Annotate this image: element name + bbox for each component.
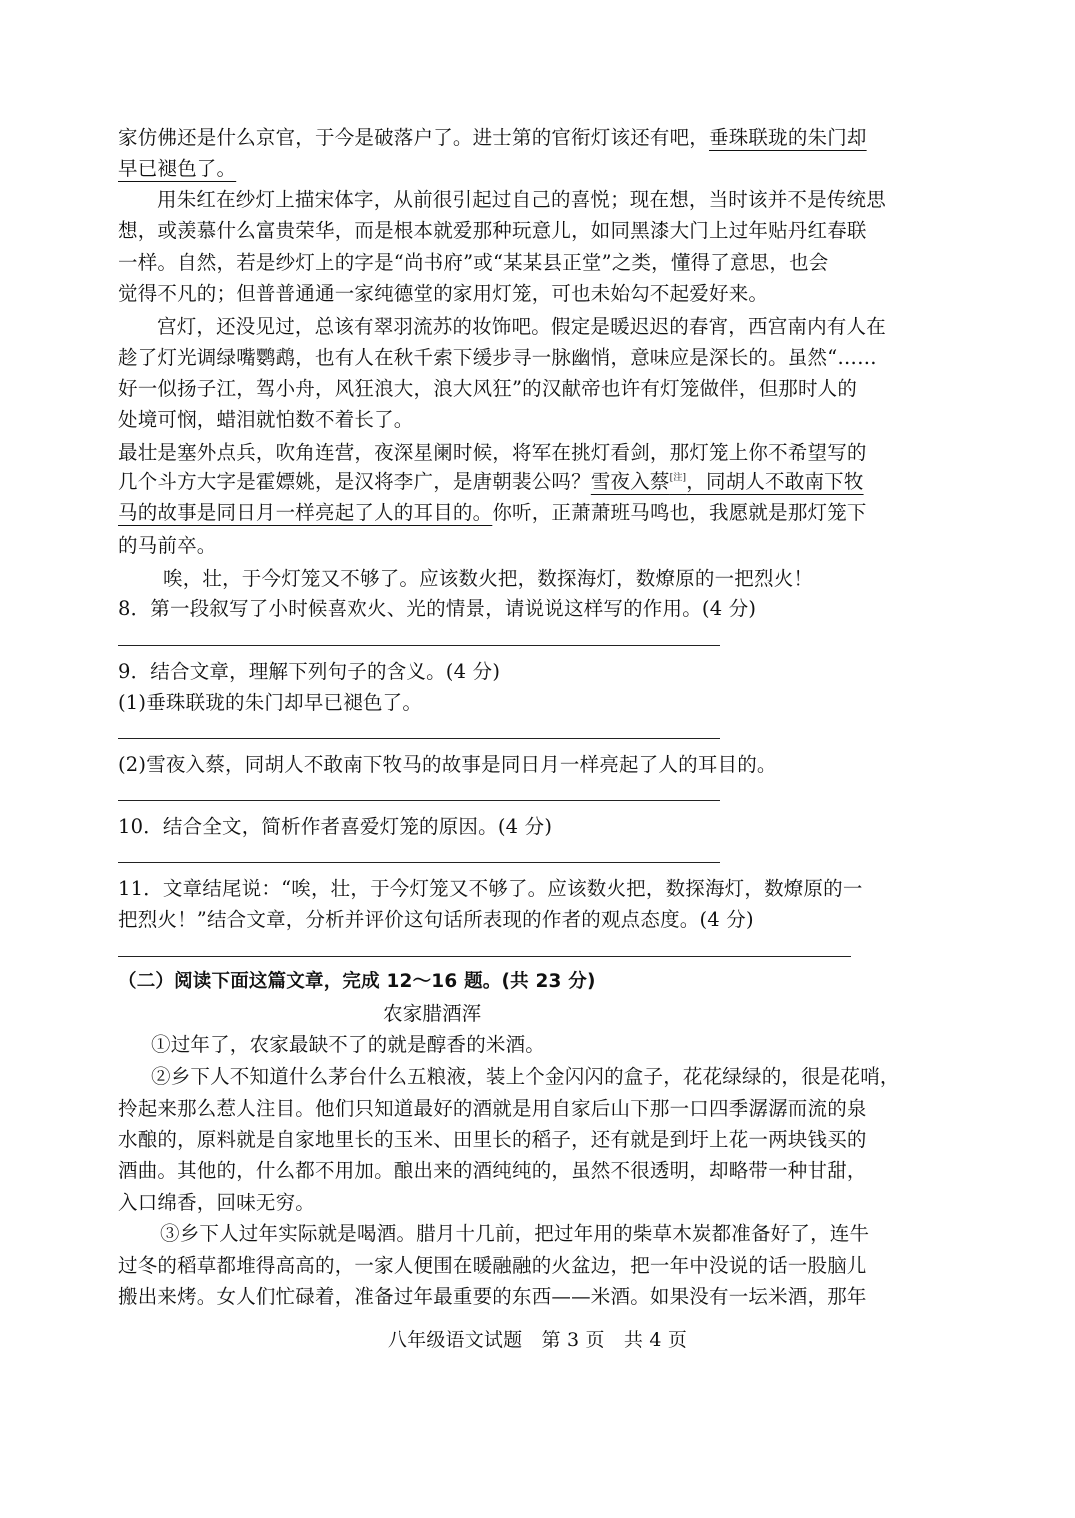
- passage-line: 处境可悯，蜡泪就怕数不着长了。: [118, 408, 414, 431]
- passage-line: 用朱红在纱灯上描宋体字，从前很引起过自己的喜悦；现在想，当时该并不是传统思: [157, 188, 886, 211]
- paragraph-2-line: 酒曲。其他的，什么都不用加。酿出来的酒纯纯的，虽然不很透明，却略带一种甘甜，: [118, 1159, 867, 1182]
- answer-line[interactable]: [118, 956, 851, 957]
- passage-line: [118, 466, 864, 494]
- passage-line: 的马前卒。: [118, 534, 217, 557]
- answer-line[interactable]: [118, 862, 720, 863]
- question-8: 8．第一段叙写了小时候喜欢火、光的情景，请说说这样写的作用。(4 分): [118, 597, 757, 620]
- paragraph-2-line: 入口绵香，回味无穷。: [118, 1191, 316, 1214]
- question-11-cont: 把烈火！”结合文章，分析并评价这句话所表现的作者的观点态度。(4 分): [118, 908, 754, 931]
- passage-line: 想，或羡慕什么富贵荣华，而是根本就爱那种玩意儿，如同黑漆大门上过年贴丹红春联: [118, 219, 867, 242]
- page-footer: 八年级语文试题 第 3 页 共 4 页: [387, 1329, 688, 1351]
- passage-line: [118, 122, 867, 150]
- paragraph-2-line: 水酿的，原料就是自家地里长的玉米、田里长的稻子，还有就是到圩上花一两块钱买的: [118, 1128, 867, 1151]
- text: 家仿佛还是什么京官，于今是破落户了。进士第的官衔灯该还有吧，: [118, 126, 710, 149]
- paragraph-3-line: 搬出来烤。女人们忙碌着，准备过年最重要的东西——米酒。如果没有一坛米酒，那年: [118, 1285, 867, 1308]
- text: 你听，正萧萧班马鸣也，我愿就是那灯笼下: [492, 501, 867, 524]
- question-10: 10．结合全文，简析作者喜爱灯笼的原因。(4 分): [118, 815, 553, 838]
- passage-line: 趁了灯光调绿嘴鹦鹉，也有人在秋千索下缓步寻一脉幽悄，意味应是深长的。虽然“……: [118, 346, 877, 369]
- text: 雪夜入蔡: [590, 470, 670, 493]
- section-heading: （二）阅读下面这篇文章，完成 12～16 题。(共 23 分): [118, 971, 596, 992]
- question-9: 9．结合文章，理解下列句子的含义。(4 分): [118, 660, 501, 683]
- answer-line[interactable]: [118, 738, 720, 739]
- question-9-1: (1)垂珠联珑的朱门却早已褪色了。: [118, 691, 423, 714]
- passage-line: [118, 153, 236, 181]
- paragraph-3: ③乡下人过年实际就是喝酒。腊月十几前，把过年用的柴草木炭都准备好了，连牛: [160, 1222, 870, 1245]
- paragraph-3-line: 过冬的稻草都堆得高高的，一家人便围在暖融融的火盆边，把一年中没说的话一股脑儿: [118, 1254, 867, 1277]
- article-title: 农家腊酒浑: [383, 1002, 482, 1025]
- answer-line[interactable]: [118, 800, 720, 801]
- passage-line: [118, 497, 867, 525]
- text: ，同胡人不敢南下牧: [686, 470, 864, 493]
- passage-line: 最壮是塞外点兵，吹角连营，夜深星阑时候，将军在挑灯看剑，那灯笼上你不希望写的: [118, 441, 867, 464]
- answer-line[interactable]: [118, 645, 720, 646]
- question-9-2: (2)雪夜入蔡，同胡人不敢南下牧马的故事是同日月一样亮起了人的耳目的。: [118, 753, 777, 776]
- text: 几个斗方大字是霍嫖姚，是汉将李广，是唐朝裴公吗？: [118, 470, 591, 493]
- question-11: 11．文章结尾说：“唉，壮，于今灯笼又不够了。应该数火把，数探海灯，数燎原的一: [118, 877, 863, 900]
- passage-line: 唉，壮，于今灯笼又不够了。应该数火把，数探海灯，数燎原的一把烈火！: [163, 567, 814, 590]
- passage-line: 宫灯，还没见过，总该有翠羽流苏的妆饰吧。假定是暖迟迟的春宵，西宫南内有人在: [157, 315, 886, 338]
- paragraph-2-line: 拎起来那么惹人注目。他们只知道最好的酒就是用自家后山下那一口四季潺潺而流的泉: [118, 1097, 867, 1120]
- underlined-sentence: [591, 470, 864, 493]
- underlined-sentence: 早已褪色了。: [118, 157, 237, 180]
- paragraph-2: ②乡下人不知道什么茅台什么五粮液，装上个金闪闪的盒子，花花绿绿的，很是花哨，: [151, 1065, 900, 1088]
- passage-line: 好一似扬子江，驾小舟，风狂浪大，浪大风狂”的汉献帝也许有灯笼做伴，但那时人的: [118, 377, 858, 400]
- passage-line: 觉得不凡的；但普普通通一家纯德堂的家用灯笼，可也未始勾不起爱好来。: [118, 282, 769, 305]
- footnote-marker: [注]: [669, 473, 687, 483]
- underlined-sentence: 垂珠联珑的朱门却: [709, 126, 867, 149]
- underlined-sentence: 马的故事是同日月一样亮起了人的耳目的。: [118, 501, 493, 524]
- passage-line: 一样。自然，若是纱灯上的字是“尚书府”或“某某县正堂”之类，懂得了意思，也会: [118, 251, 829, 274]
- paragraph-1: ①过年了，农家最缺不了的就是醇香的米酒。: [151, 1033, 546, 1056]
